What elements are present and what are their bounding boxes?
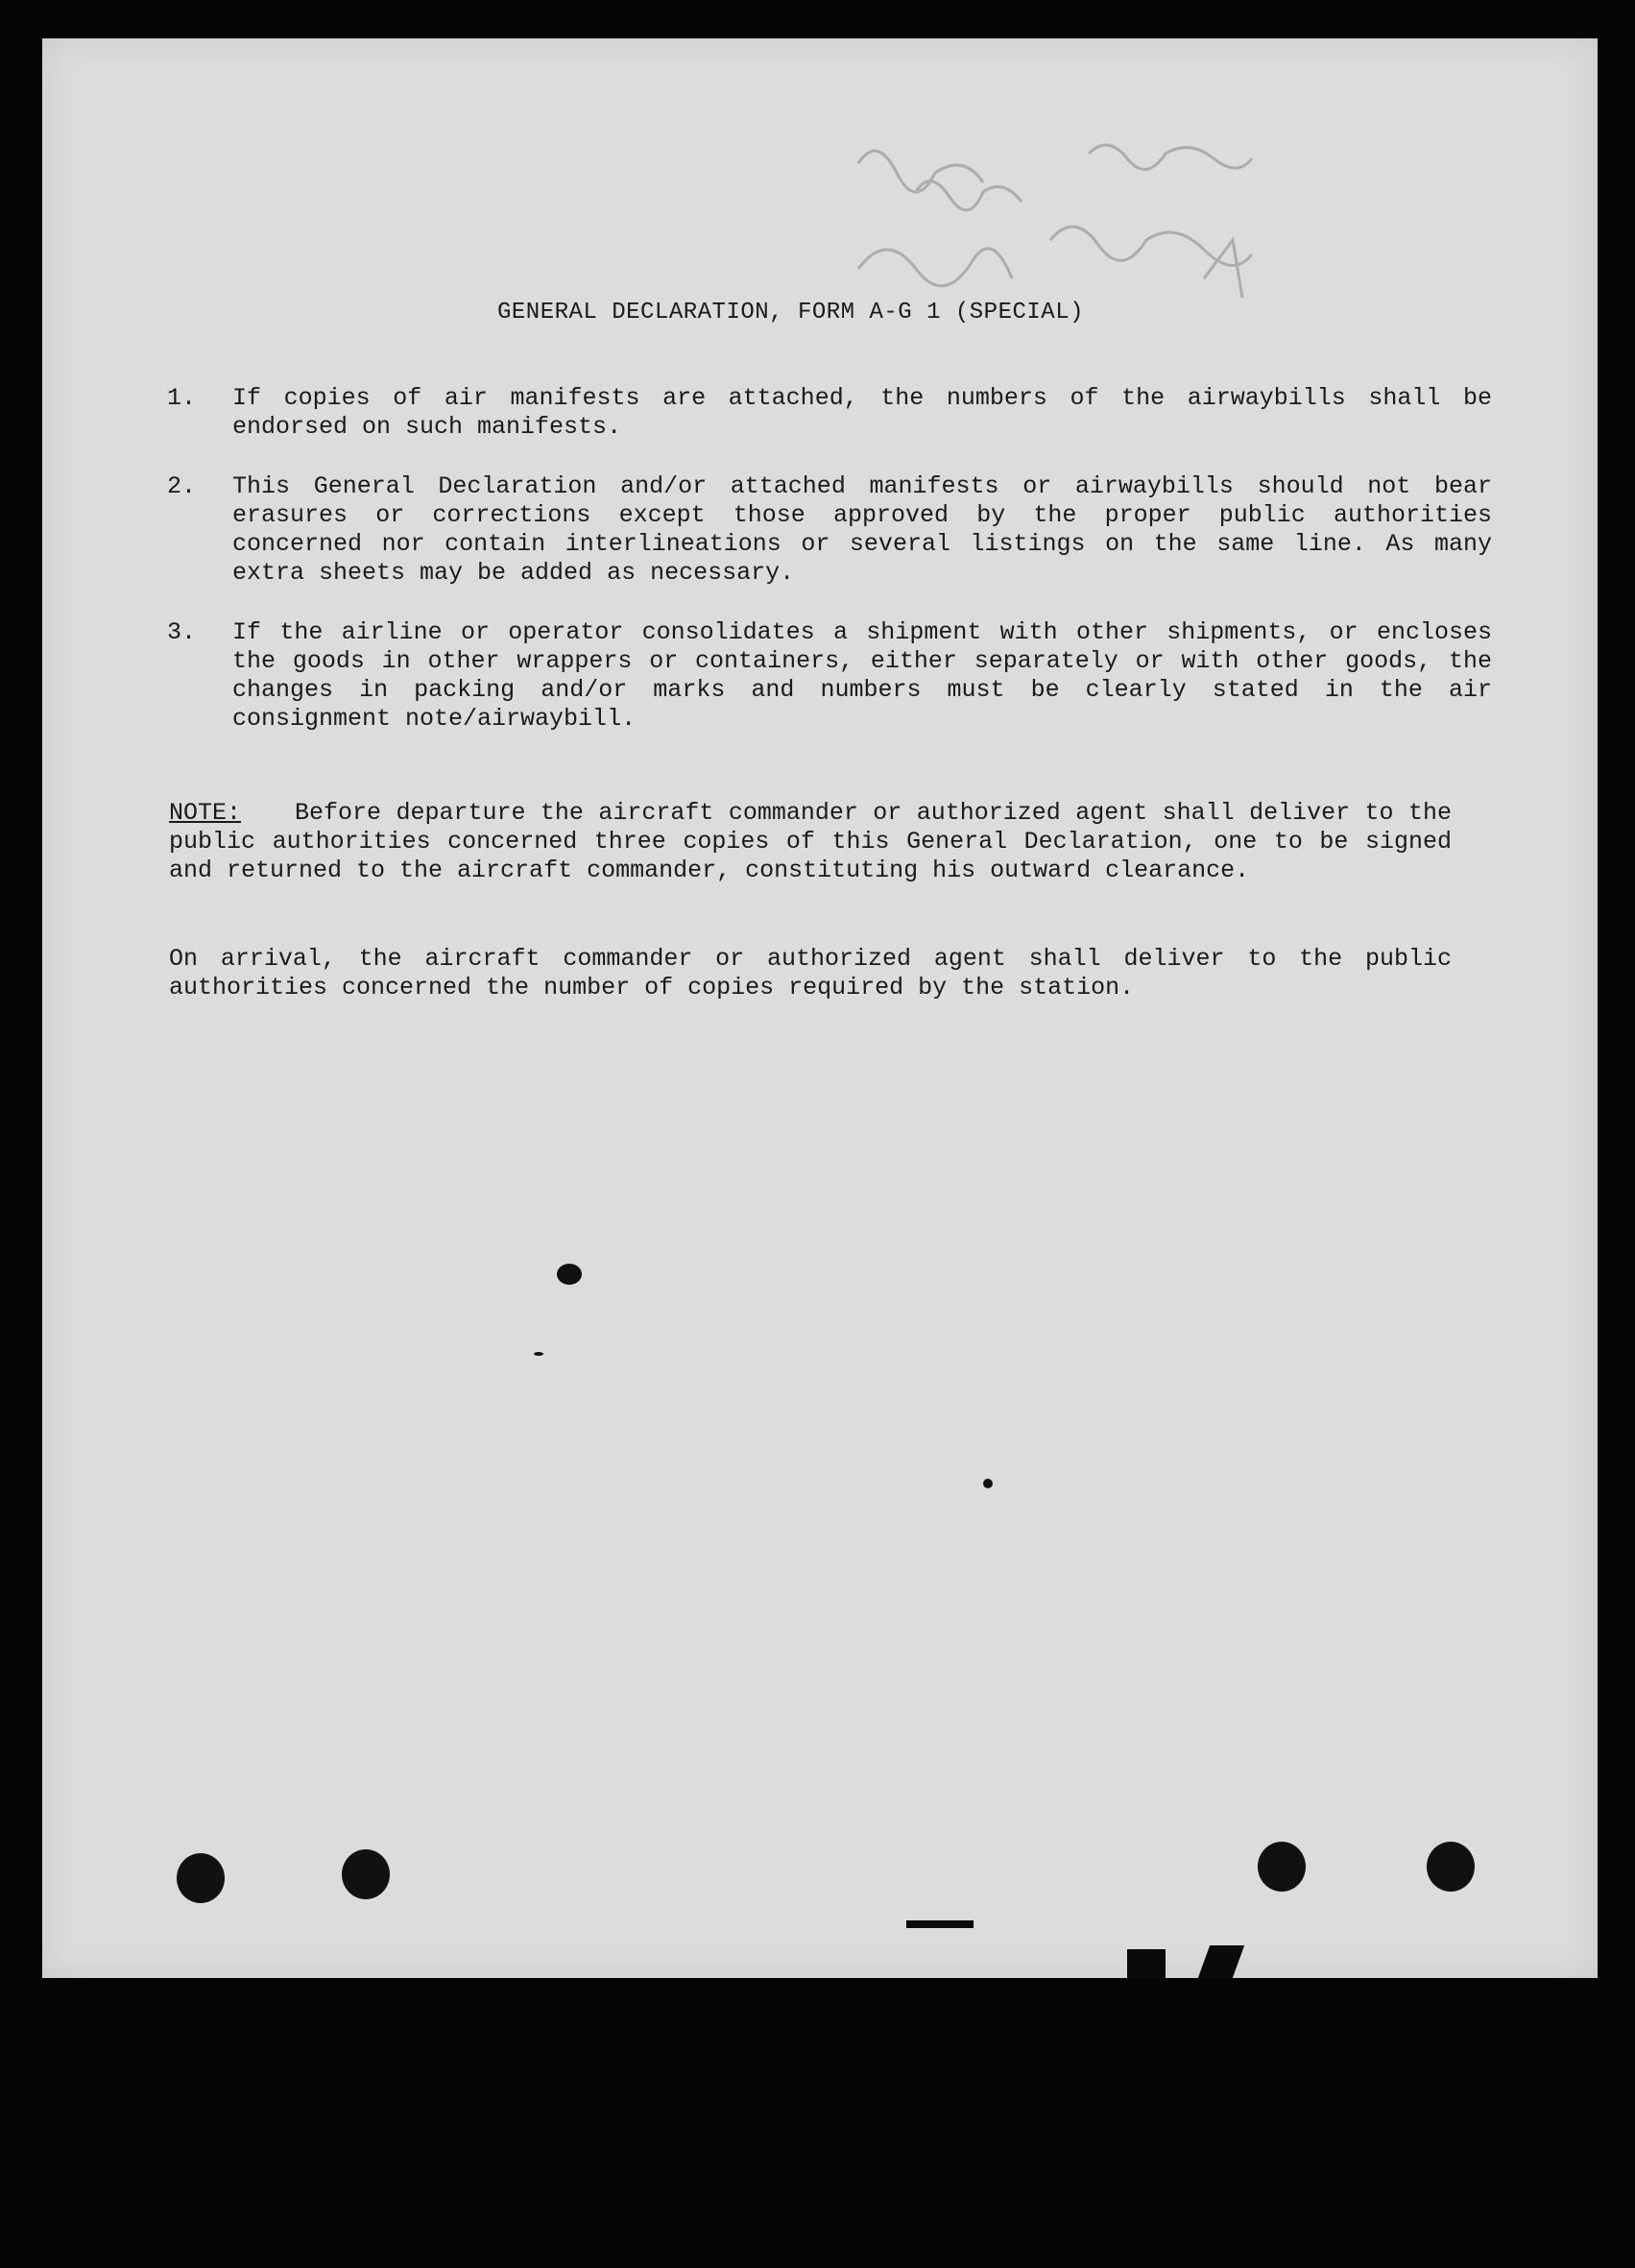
note-paragraph — [169, 799, 1452, 885]
punch-hole — [342, 1849, 390, 1899]
list-item — [167, 618, 1492, 734]
item-text: If the airline or operator consolidates a shipment with other shipments, or encloses the goods in other wrappers or containers, either separately or with other goods, the changes in packing and/or marks and numbers must be clearly stated in the air consignment note/airwaybill. — [232, 618, 1492, 733]
ink-speck — [557, 1264, 582, 1285]
page-tear — [906, 1920, 974, 1928]
item-number: 3. — [167, 618, 197, 646]
punch-hole — [177, 1853, 225, 1903]
item-number: 1. — [167, 384, 197, 412]
ink-speck — [983, 1479, 993, 1488]
note-text: Before departure the aircraft commander or authorized agent shall deliver to the public authorities concerned three copies of this General Declaration, one to be signed and returned to the aircraft commander, constituting his outward clearance. — [169, 799, 1452, 884]
arrival-paragraph: On arrival, the aircraft commander or authorized agent shall deliver to the public authorities concerned the number of copies required by the station. — [169, 945, 1452, 1001]
punch-hole — [1258, 1842, 1306, 1892]
item-text: If copies of air manifests are attached, the numbers of the airwaybills shall be endorsed on such manifests. — [232, 384, 1492, 441]
list-item — [167, 472, 1492, 588]
document-title: GENERAL DECLARATION, FORM A-G 1 (SPECIAL) — [497, 300, 1084, 326]
list-item — [167, 384, 1492, 442]
ink-speck — [534, 1352, 543, 1356]
page-tear — [1198, 1945, 1244, 1978]
punch-hole — [1427, 1842, 1475, 1892]
note-label: NOTE: — [169, 799, 242, 827]
item-number: 2. — [167, 472, 197, 500]
page-tear — [1127, 1949, 1166, 1978]
item-text: This General Declaration and/or attached manifests or airwaybills should not bear erasures or corrections except those approved by the proper public authorities concerned nor contain interlineations or several listings on the same line. As many extra sheets may be added as necessary. — [232, 472, 1492, 587]
document-page — [42, 38, 1598, 1978]
